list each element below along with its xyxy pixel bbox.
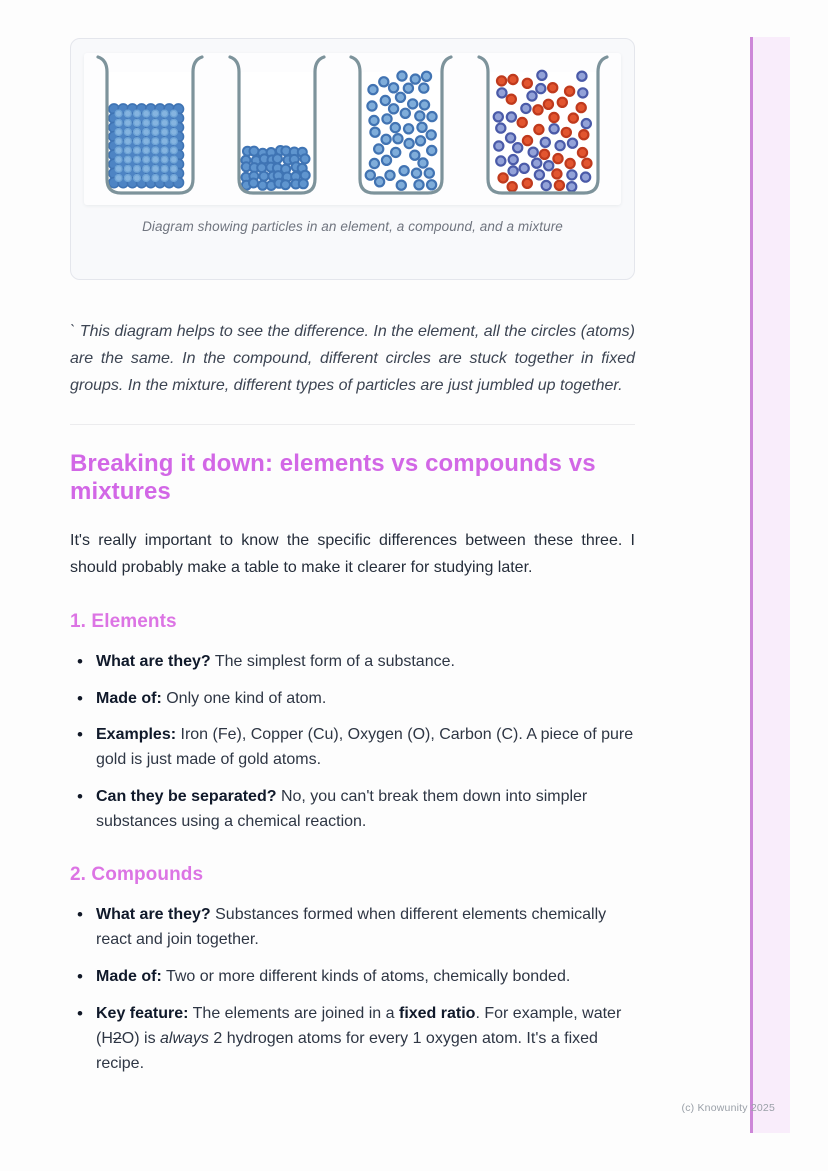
list-item: • What are they? Substances formed when different elements chemically react and join together. bbox=[70, 903, 635, 953]
footer-copyright: (c) Knowunity 2025 bbox=[681, 1102, 775, 1114]
particle-diagram bbox=[84, 53, 621, 205]
beaker-liquid-element bbox=[226, 55, 328, 205]
compounds-bullet-list bbox=[70, 903, 635, 1077]
particle-diagram-card bbox=[70, 38, 635, 280]
backtick-prefix: ` bbox=[70, 323, 76, 340]
section-divider bbox=[70, 424, 635, 425]
list-item: • Can they be separated? No, you can't break them down into simpler substances using a chemical reaction. bbox=[70, 785, 635, 835]
beaker-mixture bbox=[475, 55, 611, 205]
list-item: • What are they? The simplest form of a substance. bbox=[70, 650, 635, 675]
figure-caption: Diagram showing particles in an element, a compound, and a mixture bbox=[142, 219, 563, 234]
list-item: • Made of: Only one kind of atom. bbox=[70, 687, 635, 712]
subsection-heading-elements: 1. Elements bbox=[70, 610, 177, 632]
note-paragraph bbox=[70, 318, 635, 400]
section-heading: Breaking it down: elements vs compounds vs mixtures bbox=[70, 449, 596, 505]
subsection-heading-compounds: 2. Compounds bbox=[70, 864, 204, 886]
beaker-gas-element bbox=[347, 55, 455, 205]
list-item: • Examples: Iron (Fe), Copper (Cu), Oxygen (O), Carbon (C). A piece of pure gold is just made of gold atoms. bbox=[70, 723, 635, 773]
intro-paragraph: It's really important to know the specific differences between these three. I should probably make a table to make it clearer for studying later. bbox=[70, 532, 635, 577]
beaker-solid-element bbox=[94, 55, 206, 205]
list-item: • Key feature: The elements are joined in a fixed ratio. For example, water (H2O) is always 2 hydrogen atoms for every 1 oxygen atom. It's a fixed recipe. bbox=[70, 1002, 635, 1077]
list-item: • Made of: Two or more different kinds of atoms, chemically bonded. bbox=[70, 965, 635, 990]
elements-bullet-list bbox=[70, 650, 635, 836]
note-text: This diagram helps to see the difference. In the element, all the circles (atoms) are the same. In the compound, different circles are stuck together in fixed groups. In the mixture, different types of particles are just jumbled up together. bbox=[70, 323, 635, 395]
note-page bbox=[70, 38, 635, 1089]
right-accent-stripe bbox=[750, 37, 790, 1133]
